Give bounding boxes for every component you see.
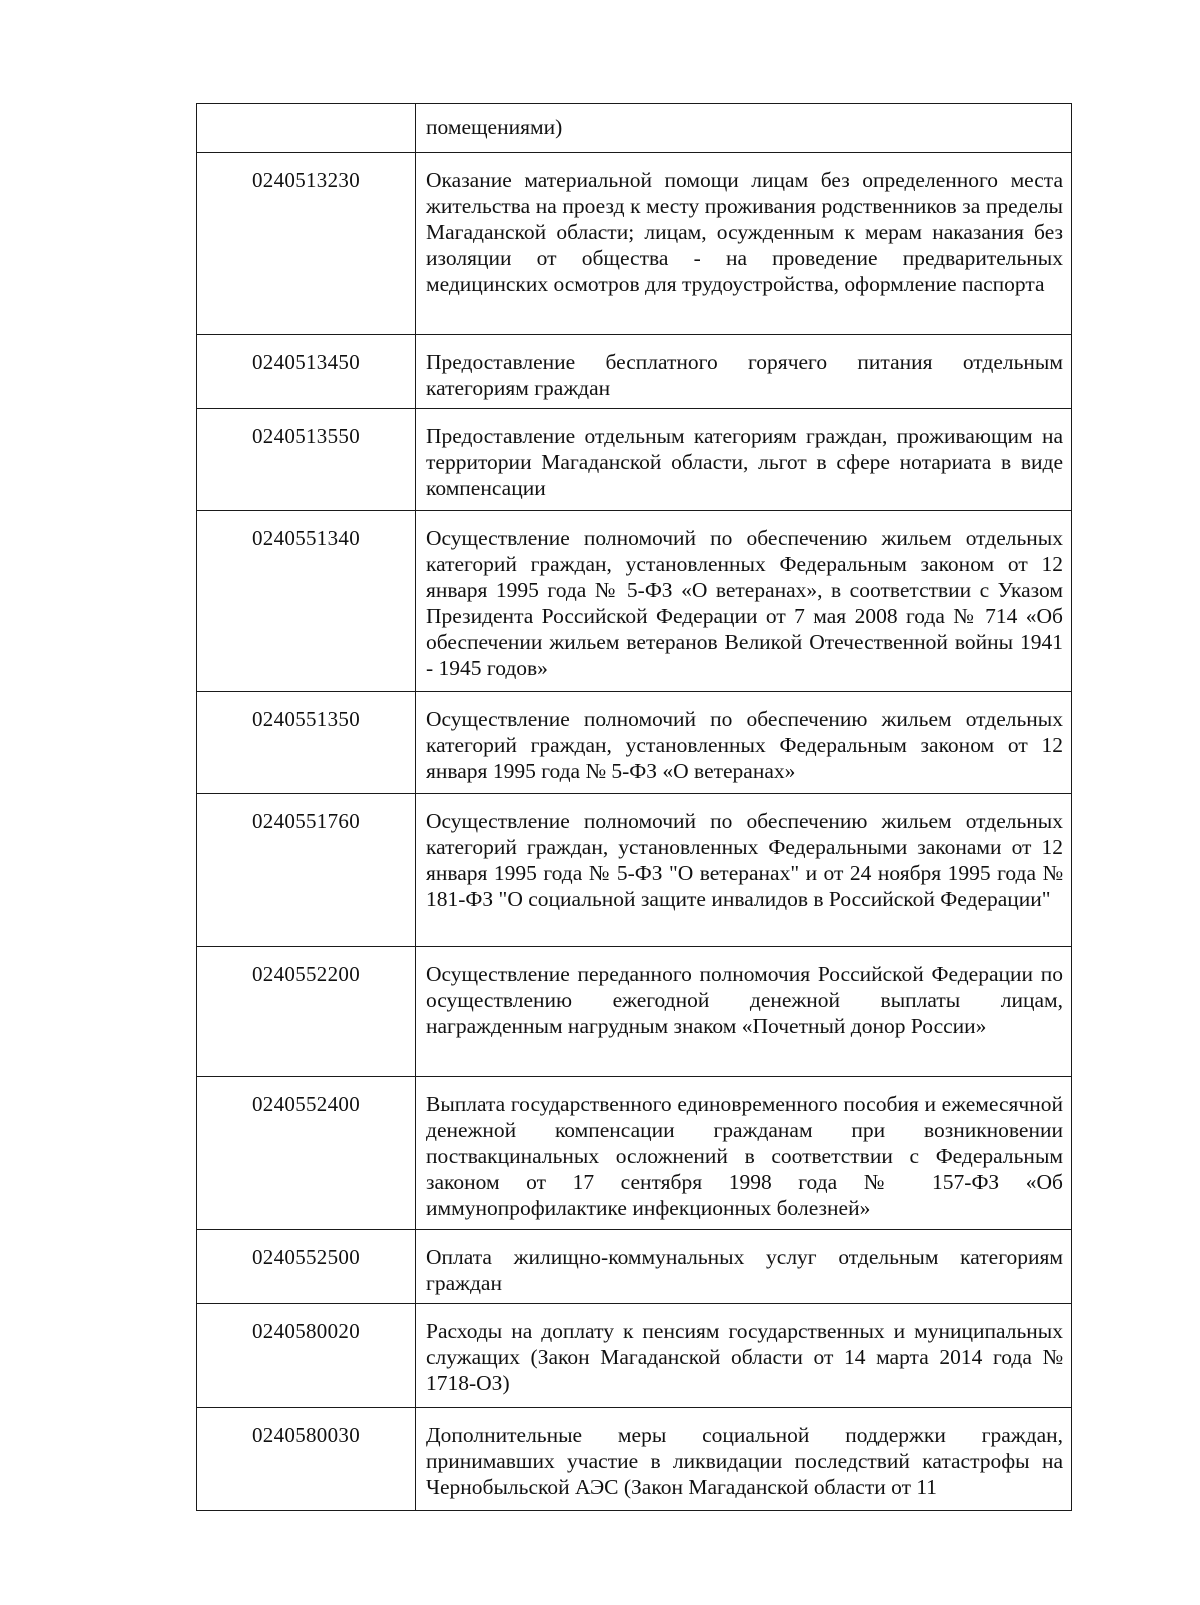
description-cell: Осуществление полномочий по обеспечению жильем отдельных категорий граждан, установленных Федеральными законами от 12 января 1995 года № 5-ФЗ "О ветеранах" и от 24 ноября 1995 года № 181-ФЗ "О социальной защите инвалидов в Российской Федерации": [416, 794, 1072, 947]
table-row: [197, 692, 1072, 794]
table-row: [197, 794, 1072, 947]
table-row: [197, 153, 1072, 335]
budget-codes-table: [196, 103, 1072, 1511]
description-cell: Дополнительные меры социальной поддержки граждан, принимавших участие в ликвидации последствий катастрофы на Чернобыльской АЭС (Закон Магаданской области от 11: [416, 1408, 1072, 1511]
description-cell: Осуществление переданного полномочия Российской Федерации по осуществлению ежегодной денежной выплаты лицам, награжденным нагрудным знаком «Почетный донор России»: [416, 947, 1072, 1077]
code-cell: 0240551760: [197, 794, 416, 947]
table-row: [197, 1230, 1072, 1304]
code-cell: 0240513230: [197, 153, 416, 335]
description-cell: Расходы на доплату к пенсиям государственных и муниципальных служащих (Закон Магаданской области от 14 марта 2014 года № 1718-ОЗ): [416, 1304, 1072, 1408]
table-row: [197, 511, 1072, 692]
table-row: [197, 1408, 1072, 1511]
code-cell: 0240551340: [197, 511, 416, 692]
code-cell: 0240552200: [197, 947, 416, 1077]
code-cell: 0240513550: [197, 409, 416, 511]
code-cell: 0240552400: [197, 1077, 416, 1230]
table-row: [197, 1304, 1072, 1408]
table-row: [197, 409, 1072, 511]
description-cell: Предоставление бесплатного горячего питания отдельным категориям граждан: [416, 335, 1072, 409]
table-row: [197, 335, 1072, 409]
code-cell: 0240580030: [197, 1408, 416, 1511]
table-row: [197, 1077, 1072, 1230]
code-cell: 0240580020: [197, 1304, 416, 1408]
code-cell: 0240513450: [197, 335, 416, 409]
code-cell: 0240552500: [197, 1230, 416, 1304]
table-row: [197, 947, 1072, 1077]
table-row: [197, 104, 1072, 153]
description-cell: помещениями): [416, 104, 1072, 153]
code-cell: [197, 104, 416, 153]
description-cell: Оказание материальной помощи лицам без определенного места жительства на проезд к месту проживания родственников за пределы Магаданской области; лицам, осужденным к мерам наказания без изоляции от общества - на проведение предварительных медицинских осмотров для трудоустройства, оформление паспорта: [416, 153, 1072, 335]
description-cell: Выплата государственного единовременного пособия и ежемесячной денежной компенсации гражданам при возникновении поствакцинальных осложнений в соответствии с Федеральным законом от 17 сентября 1998 года № 157-ФЗ «Об иммунопрофилактике инфекционных болезней»: [416, 1077, 1072, 1230]
description-cell: Осуществление полномочий по обеспечению жильем отдельных категорий граждан, установленных Федеральным законом от 12 января 1995 года № 5-ФЗ «О ветеранах»: [416, 692, 1072, 794]
description-cell: Осуществление полномочий по обеспечению жильем отдельных категорий граждан, установленных Федеральным законом от 12 января 1995 года № 5-ФЗ «О ветеранах», в соответствии с Указом Президента Российской Федерации от 7 мая 2008 года № 714 «Об обеспечении жильем ветеранов Великой Отечественной войны 1941 - 1945 годов»: [416, 511, 1072, 692]
description-cell: Оплата жилищно-коммунальных услуг отдельным категориям граждан: [416, 1230, 1072, 1304]
description-cell: Предоставление отдельным категориям граждан, проживающим на территории Магаданской области, льгот в сфере нотариата в виде компенсации: [416, 409, 1072, 511]
code-cell: 0240551350: [197, 692, 416, 794]
